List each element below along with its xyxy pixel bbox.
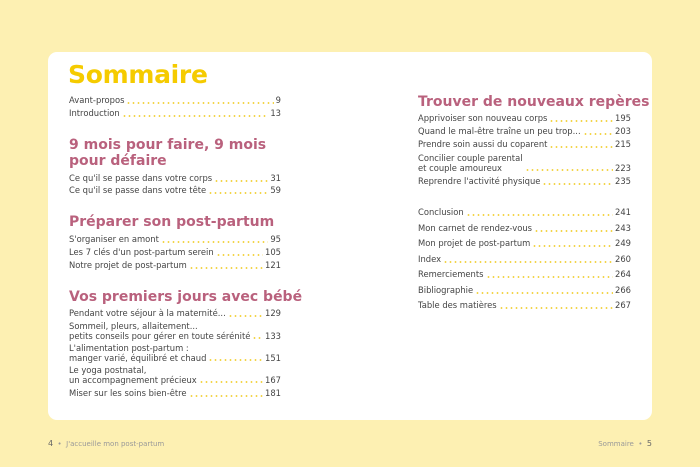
entry-label: Quand le mal-être traîne un peu trop... [418, 126, 581, 136]
page-number: 4 [48, 439, 54, 448]
entry-page: 129 [265, 308, 281, 318]
entry-page: 9 [275, 95, 281, 105]
toc-entry[interactable] [69, 109, 281, 119]
separator: • [638, 440, 643, 448]
entry-label: Ce qu'il se passe dans votre corps [69, 173, 213, 183]
section-heading: 9 mois pour faire, 9 mois pour défaire [69, 137, 267, 169]
entry-label: Index [418, 254, 442, 264]
entry-page: 13 [270, 108, 281, 118]
leader-dots [161, 241, 268, 243]
toc-entry[interactable] [69, 248, 281, 258]
entry-page: 121 [265, 260, 281, 270]
toc-entry[interactable] [69, 186, 281, 196]
entry-page: 133 [265, 330, 281, 341]
entry-page: 215 [615, 139, 631, 149]
leader-dots [549, 120, 613, 122]
entry-label: Avant-propos [69, 95, 125, 105]
leader-dots [122, 115, 269, 117]
toc-entry[interactable] [418, 177, 631, 187]
leader-dots [583, 133, 613, 135]
entry-page: 167 [265, 374, 281, 385]
entry-page: 105 [265, 247, 281, 257]
toc-entry[interactable] [418, 208, 631, 218]
section-heading: Trouver de nouveaux repères [418, 94, 650, 110]
toc-entry[interactable] [418, 301, 631, 311]
entry-label: Sommeil, pleurs, allaitement... petits conseils pour gérer en toute sérénité [69, 321, 251, 341]
separator: • [57, 440, 62, 448]
entry-page: 151 [265, 352, 281, 363]
toc-entry[interactable] [418, 255, 631, 265]
toc-entry[interactable] [418, 270, 631, 280]
entry-label: Concilier couple parental et couple amoureux [418, 153, 523, 173]
entry-label: Mon carnet de rendez-vous [418, 223, 533, 233]
toc-entry[interactable] [69, 389, 281, 399]
leader-dots [189, 395, 263, 397]
page-title: Sommaire [68, 60, 208, 89]
leader-dots [252, 337, 263, 339]
entry-label: Le yoga postnatal, un accompagnement précieux [69, 365, 197, 385]
entry-page: 266 [615, 285, 631, 295]
entry-label: Bibliographie [418, 285, 474, 295]
entry-page: 181 [265, 388, 281, 398]
entry-page: 267 [615, 300, 631, 310]
toc-entry[interactable] [69, 235, 281, 245]
section-heading: Vos premiers jours avec bébé [69, 289, 303, 305]
leader-dots [542, 183, 613, 185]
book-title: J'accueille mon post-partum [66, 440, 165, 448]
toc-entry[interactable] [418, 239, 631, 249]
toc-entry[interactable] [69, 309, 281, 319]
entry-page: 264 [615, 269, 631, 279]
toc-entry[interactable] [69, 96, 281, 106]
leader-dots [525, 169, 613, 171]
entry-label: Les 7 clés d'un post-partum serein [69, 247, 214, 257]
entry-label: Apprivoiser son nouveau corps [418, 113, 548, 123]
entry-label: Miser sur les soins bien-être [69, 388, 187, 398]
entry-label: Remerciements [418, 269, 484, 279]
entry-page: 223 [615, 162, 631, 173]
entry-label: S'organiser en amont [69, 234, 159, 244]
toc-entry[interactable] [418, 127, 631, 137]
toc-entry[interactable] [69, 174, 281, 184]
entry-page: 195 [615, 113, 631, 123]
entry-page: 203 [615, 126, 631, 136]
entry-label: Conclusion [418, 207, 464, 217]
leader-dots [486, 276, 613, 278]
entry-page: 241 [615, 207, 631, 217]
toc-entry[interactable] [69, 322, 281, 341]
entry-label: Mon projet de post-partum [418, 238, 531, 248]
entry-page: 260 [615, 254, 631, 264]
entry-label: Pendant votre séjour à la maternité... [69, 308, 226, 318]
toc-entry[interactable] [418, 114, 631, 124]
leader-dots [199, 381, 263, 383]
entry-page: 59 [270, 185, 281, 195]
toc-entry[interactable] [418, 286, 631, 296]
entry-label: Introduction [69, 108, 120, 118]
toc-entry[interactable] [418, 224, 631, 234]
footer-right [598, 439, 652, 448]
entry-label: Reprendre l'activité physique [418, 176, 541, 186]
leader-dots [189, 267, 263, 269]
entry-label: Notre projet de post-partum [69, 260, 187, 270]
leader-dots [208, 192, 268, 194]
page-number: 5 [646, 439, 652, 448]
leader-dots [466, 214, 613, 216]
section-heading: Préparer son post-partum [69, 214, 275, 230]
entry-page: 235 [615, 176, 631, 186]
toc-entry[interactable] [418, 154, 631, 173]
entry-page: 31 [270, 173, 281, 183]
leader-dots [475, 292, 613, 294]
leader-dots [214, 180, 268, 182]
toc-entry[interactable] [69, 344, 281, 363]
leader-dots [208, 359, 263, 361]
footer-left [48, 439, 164, 448]
entry-page: 95 [270, 234, 281, 244]
leader-dots [532, 245, 613, 247]
leader-dots [126, 102, 273, 104]
leader-dots [216, 254, 263, 256]
section-title: Sommaire [598, 440, 634, 448]
toc-entry[interactable] [418, 140, 631, 150]
entry-label: Prendre soin aussi du coparent [418, 139, 548, 149]
entry-label: Table des matières [418, 300, 497, 310]
toc-entry[interactable] [69, 261, 281, 271]
toc-entry[interactable] [69, 366, 281, 385]
entry-label: Ce qu'il se passe dans votre tête [69, 185, 207, 195]
leader-dots [499, 307, 613, 309]
entry-page: 243 [615, 223, 631, 233]
leader-dots [534, 230, 613, 232]
leader-dots [228, 315, 263, 317]
leader-dots [443, 261, 613, 263]
leader-dots [549, 146, 613, 148]
entry-page: 249 [615, 238, 631, 248]
entry-label: L'alimentation post-partum : manger varié, équilibré et chaud [69, 343, 207, 363]
